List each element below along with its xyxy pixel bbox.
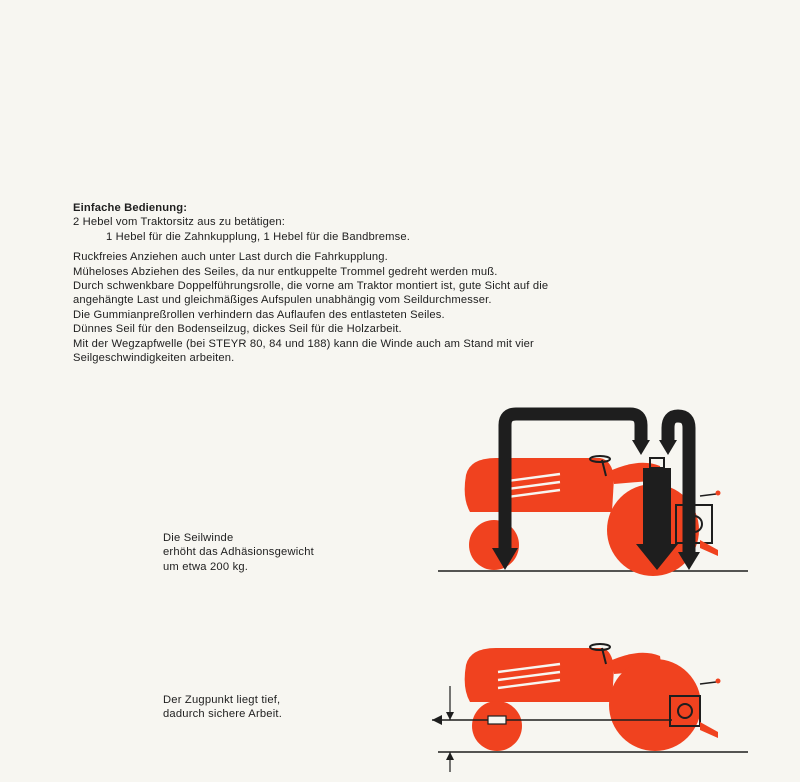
section-heading: Einfache Bedienung:: [73, 202, 188, 214]
arrow-down-icon: [632, 440, 650, 455]
steering-wheel: [590, 644, 610, 650]
arrow-left-icon: [432, 715, 442, 725]
paragraph-line: Seilgeschwindigkeiten arbeiten.: [73, 352, 235, 365]
paragraph-line: Dünnes Seil für den Bodenseilzug, dickes Seil für die Holzarbeit.: [73, 323, 402, 336]
tractor-illustration-1: [438, 414, 748, 576]
arrow-down-icon: [446, 712, 454, 720]
tractor-illustration-2: [432, 644, 748, 772]
paragraph-line: angehängte Last und gleichmäßiges Aufspulen unabhängig vom Seildurchmesser.: [73, 294, 492, 307]
caption-line: erhöht das Adhäsionsgewicht: [163, 546, 314, 559]
paragraph-line: Müheloses Abziehen des Seiles, da nur entkuppelte Trommel gedreht werden muß.: [73, 265, 498, 278]
arrow-down-icon: [659, 440, 677, 455]
rope-hook: [488, 716, 506, 724]
caption-line: dadurch sichere Arbeit.: [163, 708, 283, 721]
caption-line: Der Zugpunkt liegt tief,: [163, 694, 281, 706]
paragraph-line: Ruckfreies Anziehen auch unter Last durch die Fahrkupplung.: [73, 251, 388, 264]
caption-line: Die Seilwinde: [163, 532, 234, 544]
caption-line: um etwa 200 kg.: [163, 560, 249, 573]
weight-arrow: [643, 468, 671, 544]
intro-detail-line: 1 Hebel für die Zahnkupplung, 1 Hebel für die Bandbremse.: [106, 230, 410, 243]
paragraph-line: Durch schwenkbare Doppelführungsrolle, die vorne am Traktor montiert ist, gute Sicht auf die: [73, 280, 549, 293]
paragraph-line: Die Gummianpreßrollen verhindern das Auflaufen des entlasteten Seiles.: [73, 308, 445, 321]
arrow-up-icon: [446, 752, 454, 760]
front-wheel: [472, 701, 522, 751]
paragraph-line: Mit der Wegzapfwelle (bei STEYR 80, 84 und 188) kann die Winde auch am Stand mit vier: [73, 337, 534, 350]
intro-line: 2 Hebel vom Traktorsitz aus zu betätigen:: [73, 216, 285, 229]
